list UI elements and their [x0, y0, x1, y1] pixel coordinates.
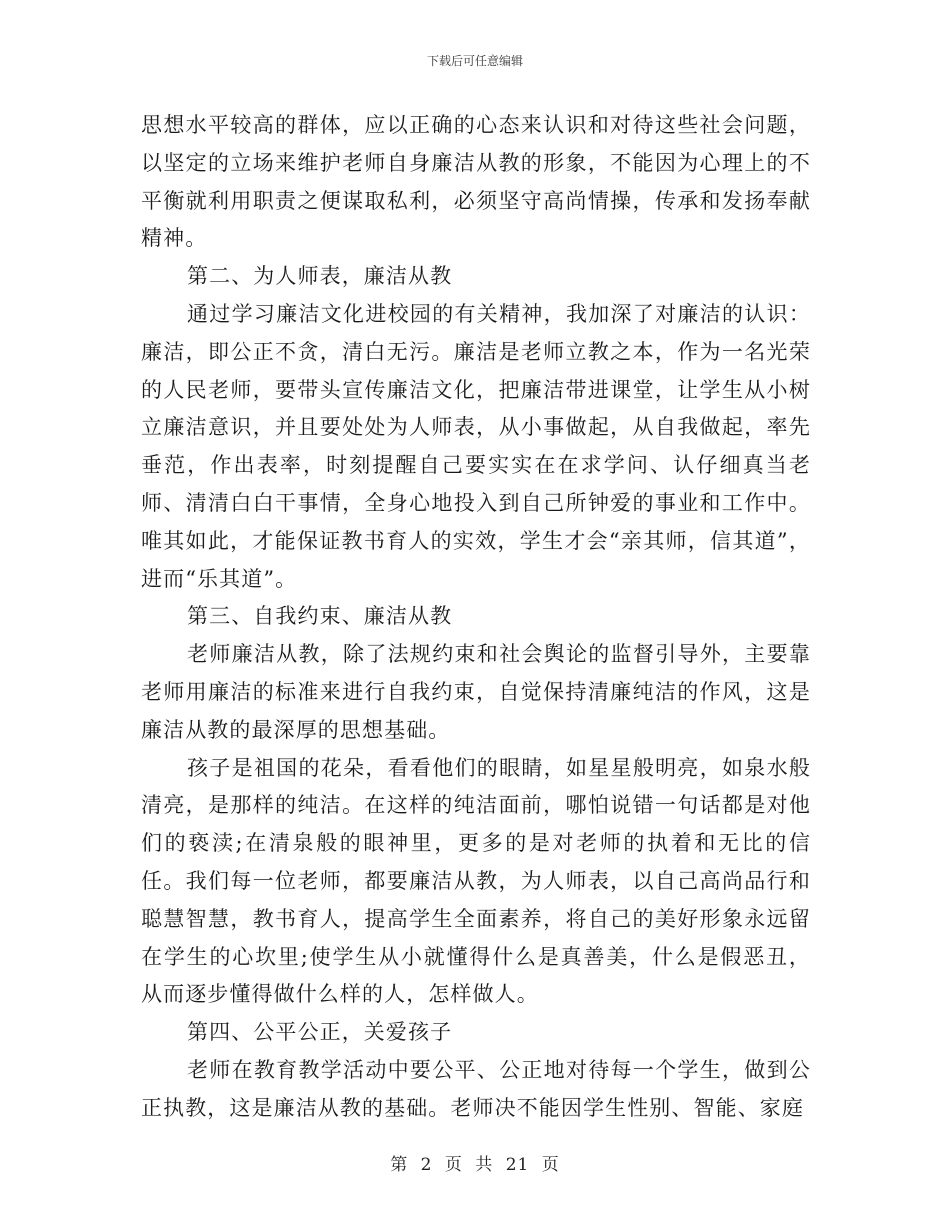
- page-number: 第 2 页 共 21 页: [390, 1155, 560, 1175]
- paragraph: 老师廉洁从教，除了法规约束和社会舆论的监督引导外，主要靠老师用廉洁的标准来进行自我约束，自觉保持清廉纯洁的作风，这是廉洁从教的最深厚的思想基础。: [141, 642, 811, 742]
- paragraph: 通过学习廉洁文化进校园的有关精神，我加深了对廉洁的认识：廉洁，即公正不贪，清白无污。廉洁是老师立教之本，作为一名光荣的人民老师，要带头宣传廉洁文化，把廉洁带进课堂，让学生从小树立廉洁意识，并且要处处为人师表，从小事做起，从自我做起，率先垂范，作出表率，时刻提醒自己要实实在在求学问、认仔细真当老师、清清白白干事情，全身心地投入到自己所钟爱的事业和工作中。唯其如此，才能保证教书育人的实效，学生才会“亲其师，信其道”，进而“乐其道”。: [141, 301, 811, 591]
- paragraph: 孩子是祖国的花朵，看看他们的眼睛，如星星般明亮，如泉水般清亮，是那样的纯洁。在这样的纯洁面前，哪怕说错一句话都是对他们的亵渎;在清泉般的眼神里，更多的是对老师的执着和无比的信任。我们每一位老师，都要廉洁从教，为人师表，以自己高尚品行和聪慧智慧，教书育人，提高学生全面素养，将自己的美好形象永远留在学生的心坎里;使学生从小就懂得什么是真善美，什么是假恶丑，从而逐步懂得做什么样的人，怎样做人。: [141, 755, 811, 1007]
- section-heading: 第二、为人师表，廉洁从教: [187, 264, 453, 289]
- page-header-note: 下载后可任意编辑: [426, 54, 523, 68]
- paragraph: 老师在教育教学活动中要公平、公正地对待每一个学生，做到公正执教，这是廉洁从教的基础。老师决不能因学生性别、智能、家庭: [141, 1057, 811, 1120]
- paragraph: 思想水平较高的群体，应以正确的心态来认识和对待这些社会问题，以坚定的立场来维护老师自身廉洁从教的形象，不能因为心理上的不平衡就利用职责之便谋取私利，必须坚守高尚情操，传承和发扬奉献精神。: [141, 113, 811, 251]
- section-heading: 第四、公平公正，关爱孩子: [187, 1020, 453, 1045]
- document-body: [141, 107, 811, 1128]
- section-heading: 第三、自我约束、廉洁从教: [187, 604, 453, 629]
